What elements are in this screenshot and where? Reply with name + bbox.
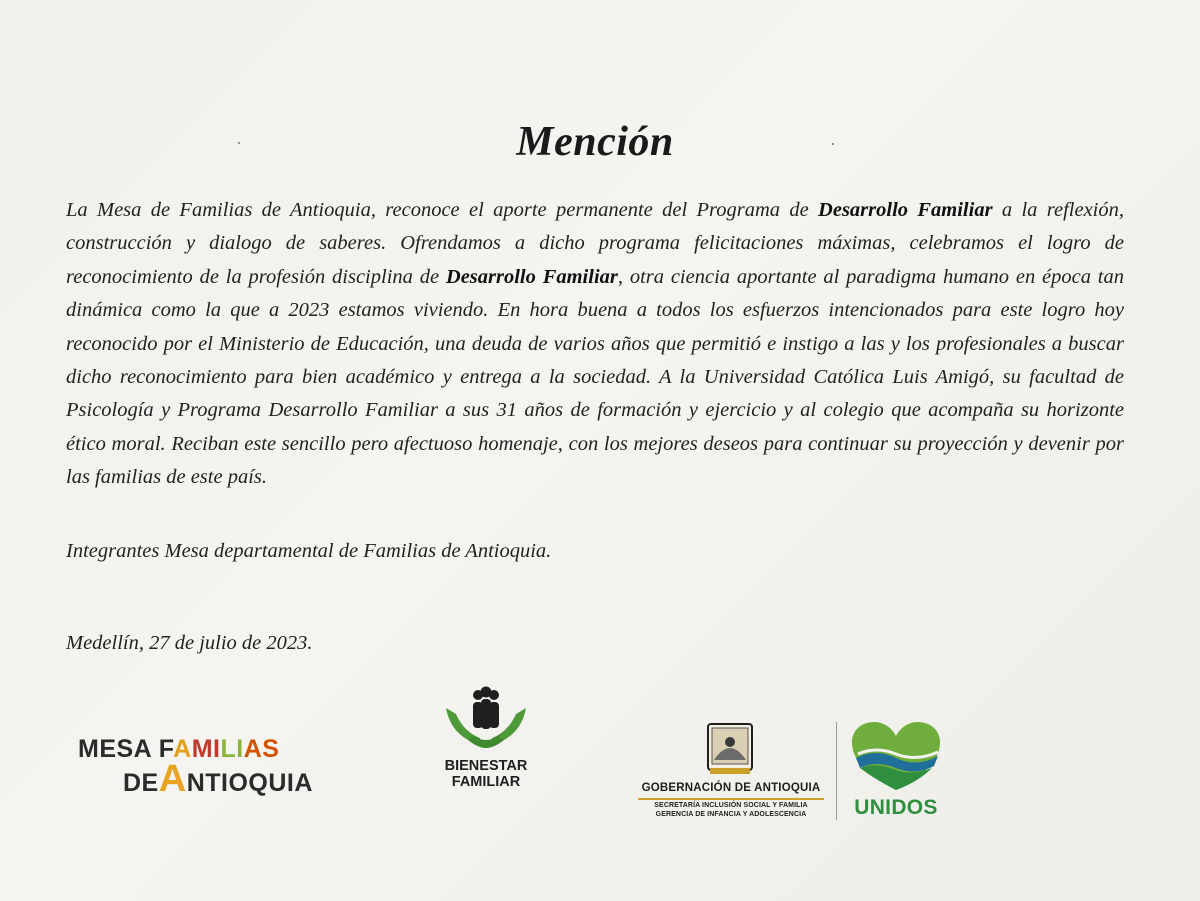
gobernacion-line2: SECRETARÍA INCLUSIÓN SOCIAL Y FAMILIA: [654, 802, 808, 809]
gold-divider-bar: [638, 798, 824, 800]
icbf-line2: FAMILIAR: [451, 774, 521, 790]
mesa-familias-logo: MESA FAMILIAS DEANTIOQUIA: [78, 735, 313, 800]
bienestar-familiar-logo: [438, 686, 534, 798]
logo-divider: [836, 722, 837, 820]
signers-line: Integrantes Mesa departamental de Familias de Antioquia.: [66, 540, 552, 562]
gobernacion-line1: GOBERNACIÓN DE ANTIOQUIA: [641, 782, 821, 794]
body-paragraph: [66, 194, 1124, 495]
date-line: Medellín, 27 de julio de 2023.: [66, 632, 313, 654]
heart-icon: [846, 718, 946, 794]
document-title: Mención: [516, 119, 674, 165]
unidos-label: UNIDOS: [854, 796, 938, 819]
gobernacion-line3: GERENCIA DE INFANCIA Y ADOLESCENCIA: [655, 811, 807, 818]
body-text-part: a la reflexión, construcción y dialogo de saberes. Ofrendamos a dicho programa felicitaciones máximas, celebramos el logro de reconocimiento de la profesión disciplina de: [66, 199, 1125, 288]
body-text-part: La Mesa de Familias de Antioquia, reconoce el aporte permanente del Programa de: [66, 199, 819, 221]
coat-of-arms-icon: [706, 722, 754, 778]
gobernacion-antioquia-logo: [636, 722, 828, 822]
program-name-emphasis: Desarrollo Familiar: [445, 265, 618, 288]
icbf-line1: BIENESTAR: [444, 758, 528, 774]
family-hands-icon: [438, 686, 534, 758]
body-text-part: , otra ciencia aportante al paradigma humano en época tan dinámica como la que a 2023 estamos viviendo. En hora buena a todos los esfuerzos intencionados para este logro hoy reconocido por el Ministerio de Educación, una deuda de varios años que permitió e instigo a las y los profesionales a buscar dicho reconocimiento para bien académico y entrega a la sociedad. A la Universidad Católica Luis Amigó, su facultad de Psicología y Programa Desarrollo Familiar a sus 31 años de formación y ejercicio y al colegio que acompaña su horizonte ético moral. Reciban este sencillo pero afectuoso homenaje, con los mejores deseos para continuar su proyección y devenir por las familias de este país.: [66, 265, 1124, 489]
program-name-emphasis: Desarrollo Familiar: [818, 199, 993, 221]
unidos-logo: [846, 718, 946, 822]
